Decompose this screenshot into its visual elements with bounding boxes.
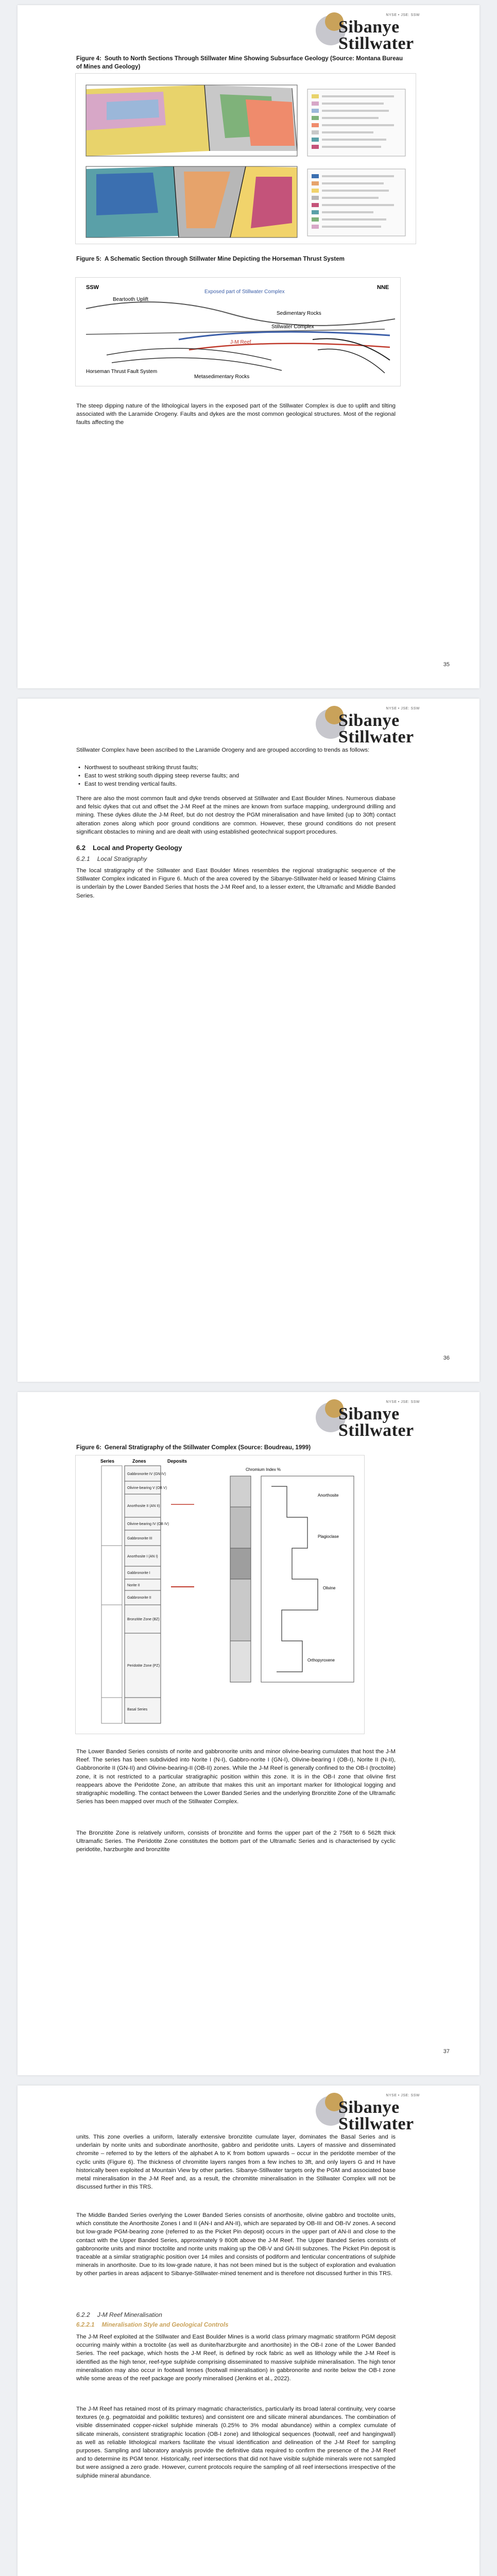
logo-word-stillwater: Stillwater [338,727,414,747]
fig6-header-deposits: Deposits [167,1459,187,1464]
reef-characteristics-paragraph: The J-M Reef has retained most of its primary magmatic characteristics, particularly its broad lateral continuity, very coarse textures (e.g. pegmatoidal and poikilitic textures) and consistent ore and silicate mineral abundances. The combination of visible disseminated copper-nickel sulphide minerals (0.25% to 3% modal abundance) within a complex cumulate of silicate minerals, consistent stratigraphic location (OB-I zone) and lithological sequences (footwall, reef and hangingwall) as well as reliable lithological markers facilitate the visual identification and delineation of the J-M Reef for sampling purposes. Sampling and laboratory analysis provide the definitive data required to confirm the presence of the J-M Reef and to determine its PGM tenor. Historically, reef intersections that did not have visible sulphide minerals were not sampled but were assigned a zero grade. However, current protocols require the sampling of all reef intersections irrespective of the sulphide mineral abundance. [76,2406,396,2479]
bronzitite-paragraph: The Bronzitite Zone is relatively uniform, consists of bronzitite and forms the upper part of the 2 756ft to 6 562ft thick Ultramafic Series. The Peridotite Zone constitutes the bottom part of the Ultramafic Series and is characterised by cyclic peridotite, harzburgite and bronzitite [76,1830,396,1853]
sibanye-stillwater-logo [314,706,422,750]
logo-word-stillwater: Stillwater [338,2114,414,2133]
fig5-label-reef: J-M Reef [230,340,251,345]
section-heading-6-2-1: 6.2.1 Local Stratigraphy [76,855,147,862]
fig6-header-zones: Zones [132,1459,146,1464]
fig6-zone-an-i: Anorthosite I (AN I) [127,1555,158,1558]
figure-4-cross-sections [75,73,416,244]
fig6-zone-gn-iii: Gabbronorite III [127,1537,152,1540]
logo-word-stillwater: Stillwater [338,34,414,53]
page-number: 36 [443,1355,450,1361]
list-item: • Northwest to southeast striking thrust faults; [85,764,395,772]
page-number: 37 [443,2048,450,2055]
figure-6-caption: Figure 6: General Stratigraphy of the Stillwater Complex (Source: Boudreau, 1999) [76,1444,311,1451]
lower-banded-paragraph: The Lower Banded Series consists of norite and gabbronorite units and minor olivine-bearing cumulates that host the J-M Reef. The series has been subdivided into Norite I (N-I), Gabbro-norite I (GN-I), Olivine-bearing I (OB-I), Norite II (N-II), Gabbronorite II (GN-II) and Olivine-bearing-II (OB-II) zones. While the J-M Reef is generally confined to the OB-I (troctolite) zone, it is not restricted to a particular stratigraphic position within this zone. It is in the OB-I zone that olivine first reappears above the Peridotite Zone, an attribute that makes this unit an important marker for lithological logging and stratigraphic modelling. The contact between the Lower Banded Series and the underlying Bronzitite Zone of the Ultramafic Series has been mapped over much of the Stillwater Complex. [76,1749,396,1805]
fig5-label-nne: NNE [377,284,389,291]
dyke-paragraph: There are also the most common fault and dyke trends observed at Stillwater and East Boulder Mines. Numerous diabase and felsic dykes that cut and offset the J-M Reef at the mines are known from surface mapping, underground drilling and mining. These dykes dilute the J-M Reef, but do not destroy the PGM mineralisation and have limited (up to 30ft) contact alteration zones along which poor ground conditions are common. However, these ground conditions do not present significant obstacles to mining and are dealt with using established geotechnical support procedures. [76,795,396,835]
fig6-label-orthopyroxene: Orthopyroxene [307,1658,335,1663]
figure-6-stratigraphy [75,1455,365,1734]
logo-word-sibanye: Sibanye [338,1404,400,1423]
fig6-zone-n-ii: Norite II [127,1584,140,1587]
page-number: 35 [443,662,450,668]
section-heading-6-2-2: 6.2.2 J-M Reef Mineralisation [76,2311,162,2318]
section-heading-6-2: 6.2 Local and Property Geology [76,844,182,852]
reef-exploited-paragraph: The J-M Reef exploited at the Stillwater and East Boulder Mines is a world class primary magmatic stratiform PGM deposit occurring mainly within a troctolite (as well as dunite/harzburgite and anorthosite) in the OB-I zone of the Lower Banded Series. The reef package, which hosts the J-M Reef, is defined by rock fabric as well as lithology while the J-M Reef is identified as the high tenor, reef-type sulphide comprising disseminated to massive sulphide mineralisation. The high tenor mineralisation may also occur in footwall lenses (footwall mineralisation) in gabbronorite and norite below the OB-I zone while some areas of the reef package are poorly mineralised (Jenkins et al., 2022). [76,2334,396,2382]
fig6-zone-basal: Basal Series [127,1708,148,1711]
logo-word-stillwater: Stillwater [338,1421,414,1440]
fig6-zone-gn-iv: Gabbronorite IV (GN IV) [127,1472,166,1476]
fig6-label-anorthosite: Anorthosite [318,1493,339,1498]
list-item: • East to west trending vertical faults. [85,780,395,788]
fig5-label-uplift: Beartooth Uplift [113,297,148,302]
logo-word-sibanye: Sibanye [338,2098,400,2117]
fig5-label-thrust: Horseman Thrust Fault System [86,369,158,375]
figure-5-caption: Figure 5: A Schematic Section through Stillwater Mine Depicting the Horseman Thrust System [76,256,345,262]
fig5-label-complex: Stillwater Complex [271,324,314,330]
figure-4-caption: Figure 4: South to North Sections Through Stillwater Mine Showing Subsurface Geology (Source: Montana Bureau of Mines and Geology) [76,55,403,70]
list-item: • East to west striking south dipping steep reverse faults; and [85,772,395,780]
fig6-zone-bz: Bronzitite Zone (BZ) [127,1618,160,1621]
report-page-35 [18,5,479,688]
report-page-38 [18,2086,479,2576]
report-page-36 [18,699,479,1382]
fig6-zone-pz: Peridotite Zone (PZ) [127,1664,160,1668]
local-stratigraphy-paragraph: The local stratigraphy of the Stillwater and East Boulder Mines resembles the regional stratigraphic sequence of the Stillwater Complex indicated in Figure 6. Much of the area covered by the Sibanye-Stillwater-held or leased Mining Claims is underlain by the Lower Banded Series that hosts the J-M Reef and, to a lesser extent, the Ultramafic and Middle Banded Series. [76,868,396,899]
fig5-label-ssw: SSW [86,284,99,291]
fig6-zone-ob-iv: Olivine-bearing IV (OB IV) [127,1522,169,1526]
logo-tagline: NYSE • JSE: SSW [386,1400,420,1404]
logo-tagline: NYSE • JSE: SSW [386,13,420,17]
figure-5-thrust-section [75,277,401,386]
sibanye-stillwater-logo [314,2093,422,2137]
logo-word-sibanye: Sibanye [338,711,400,730]
fig6-zone-gn-i: Gabbronorite I [127,1571,150,1575]
logo-word-sibanye: Sibanye [338,18,400,37]
sibanye-stillwater-logo [314,12,422,57]
middle-banded-paragraph: The Middle Banded Series overlying the Lower Banded Series consists of anorthosite, olivine gabbro and troctolite units, which constitute the Anorthosite Zones I and II (AN-I and AN-II), which are separated by OB-III and OB-IV zones. A second but low-grade PGM-bearing zone (referred to as the Picket Pin deposit) occurs in the upper part of AN-II and close to the contact with the Upper Banded Series, approximately 9 800ft above the J-M Reef. The Upper Banded Series consists of gabbronorite units and minor troctolite and norite units making up the OB-V and GN-III subzones. The Picket Pin deposit is traceable at a similar stratigraphic position over 14 miles and consists of podiform and lenticular concentrations of sulphide minerals in anorthosite. Due to its low-grade nature, it has not been mined but is the subject of exploration and evaluation by other parties in areas adjacent to Sibanye-Stillwater-mined tenement and is therefore not discussed further in this TRS. [76,2212,396,2277]
fig6-label-olivine: Olivine [323,1586,336,1590]
peridotite-paragraph: units. This zone overlies a uniform, laterally extensive bronzitite cumulate layer, dominates the Basal Series and is underlain by norite units and subordinate anorthosite, gabbro and peridotite units. Layers of massive and disseminated chromite – referred to by the letters of the alphabet A to K from bottom upwards – occur in the peridotite member of the cyclic units (Figure 6). The thickness of chromitite layers ranges from a few inches to 3ft, and only layers G and H have historically been exploited at Mountain View by other parties. Sibanye-Stillwater targets only the PGM and associated base metal mineralisation in the J-M Reef and, as a result, the chromitite mineralisation in the Stillwater Complex will not be discussed further in this TRS. [76,2134,396,2191]
logo-tagline: NYSE • JSE: SSW [386,707,420,710]
page35-paragraph: The steep dipping nature of the lithological layers in the exposed part of the Stillwater Complex is due to uplift and tilting associated with the Laramide Orogeny. Faults and dykes are the most common geological structures. Most of the regional faults affecting the [76,403,396,426]
fig6-zone-gn-ii: Gabbronorite II [127,1596,151,1600]
fault-trend-list [76,764,395,789]
fig6-label-plagioclase: Plagioclase [318,1534,339,1539]
sibanye-stillwater-logo [314,1399,422,1444]
fig6-zone-an-ii: Anorthosite II (AN II) [127,1504,160,1508]
fig5-label-exposed: Exposed part of Stillwater Complex [204,289,285,295]
fault-intro-paragraph: Stillwater Complex have been ascribed to the Laramide Orogeny and are grouped according to trends as follows: [76,747,370,753]
fig6-zone-ob-v: Olivine-bearing V (OB V) [127,1486,167,1490]
fig6-chromium-index-label: Chromium Index % [246,1467,281,1472]
fig5-label-sed: Sedimentary Rocks [277,311,321,316]
logo-tagline: NYSE • JSE: SSW [386,2094,420,2097]
fig6-header-series: Series [100,1459,115,1464]
section-heading-6-2-2-1: 6.2.2.1 Mineralisation Style and Geological Controls [76,2321,229,2328]
fig5-label-meta: Metasedimentary Rocks [194,374,250,380]
report-page-37 [18,1392,479,2075]
